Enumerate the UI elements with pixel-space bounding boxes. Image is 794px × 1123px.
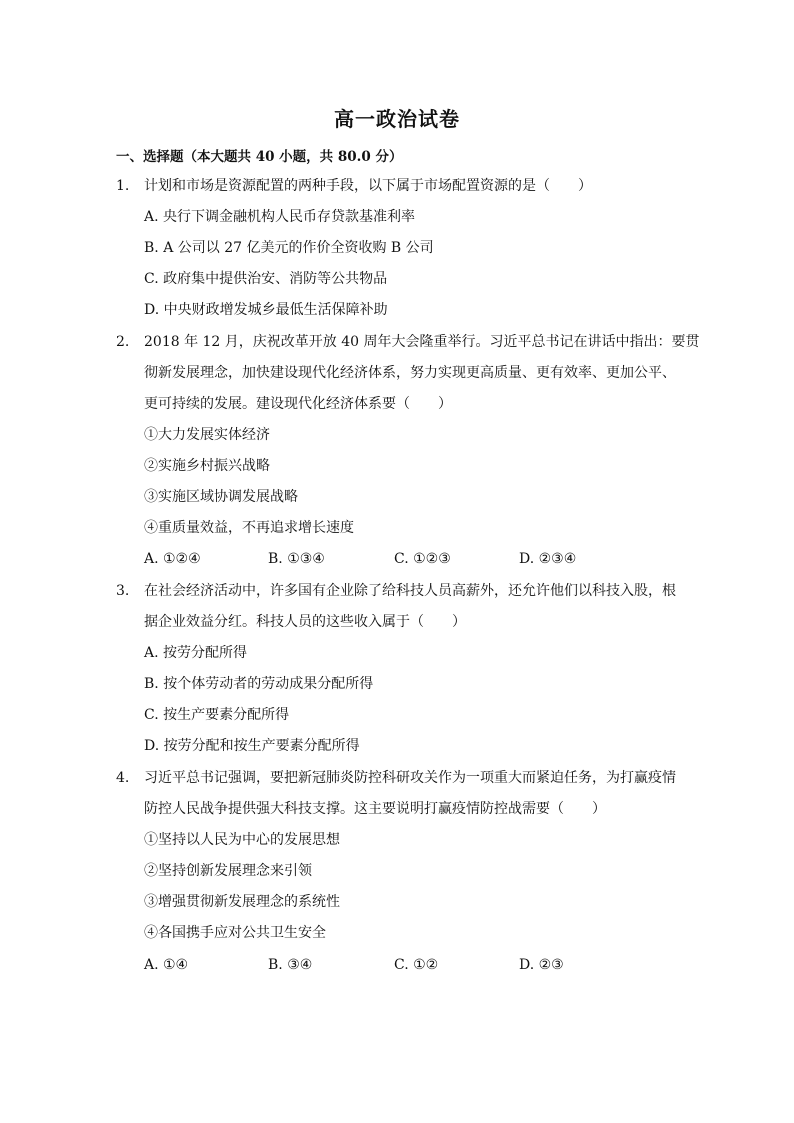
- question-stem: 据企业效益分红。科技人员的这些收入属于（ ）: [144, 614, 466, 630]
- question-option: A. 央行下调金融机构人民币存贷款基准利率: [144, 209, 416, 225]
- question-item: ③增强贯彻新发展理念的系统性: [144, 894, 340, 910]
- question-stem: 习近平总书记强调，要把新冠肺炎防控科研攻关作为一项重大而紧迫任务，为打赢疫情: [144, 770, 676, 786]
- question-number: 3.: [116, 583, 130, 599]
- question-stem: 彻新发展理念，加快建设现代化经济体系，努力实现更高质量、更有效率、更加公平、: [144, 365, 676, 381]
- question-option: C. 按生产要素分配所得: [144, 707, 290, 723]
- question-item: ①坚持以人民为中心的发展思想: [144, 832, 340, 848]
- question-option: C. 政府集中提供治安、消防等公共物品: [144, 271, 388, 287]
- question-item: ①大力发展实体经济: [144, 427, 270, 443]
- question-option: B. 按个体劳动者的劳动成果分配所得: [144, 676, 374, 692]
- question-number: 4.: [116, 770, 130, 786]
- question-stem: 在社会经济活动中，许多国有企业除了给科技人员高薪外，还允许他们以科技入股，根: [144, 583, 676, 599]
- section-heading: 一、选择题（本大题共 40 小题，共 80.0 分）: [116, 149, 403, 165]
- question-choice: B. ①③④: [268, 551, 325, 567]
- question-option: D. 中央财政增发城乡最低生活保障补助: [144, 302, 388, 318]
- question-choice: C. ①②③: [394, 551, 451, 567]
- question-item: ②实施乡村振兴战略: [144, 458, 270, 474]
- question-stem: 2018 年 12 月，庆祝改革开放 40 周年大会隆重举行。习近平总书记在讲话中指出：要贯: [144, 334, 700, 350]
- question-item: ②坚持创新发展理念来引领: [144, 863, 312, 879]
- question-number: 2.: [116, 334, 130, 350]
- question-choice: A. ①④: [144, 957, 189, 973]
- question-choice: B. ③④: [268, 957, 313, 973]
- question-stem: 更可持续的发展。建设现代化经济体系要（ ）: [144, 396, 452, 412]
- question-option: D. 按劳分配和按生产要素分配所得: [144, 738, 360, 754]
- question-choice: A. ①②④: [144, 551, 201, 567]
- page-title: 高一政治试卷: [334, 107, 460, 131]
- question-number: 1.: [116, 178, 130, 194]
- question-option: A. 按劳分配所得: [144, 645, 248, 661]
- question-item: ④各国携手应对公共卫生安全: [144, 925, 326, 941]
- question-option: B. A 公司以 27 亿美元的作价全资收购 B 公司: [144, 240, 434, 256]
- question-stem: 计划和市场是资源配置的两种手段，以下属于市场配置资源的是（ ）: [144, 178, 592, 194]
- question-choice: D. ②③: [519, 957, 564, 973]
- question-choice: D. ②③④: [519, 551, 577, 567]
- question-item: ③实施区域协调发展战略: [144, 489, 298, 505]
- question-stem: 防控人民战争提供强大科技支撑。这主要说明打赢疫情防控战需要（ ）: [144, 801, 606, 817]
- question-choice: C. ①②: [394, 957, 439, 973]
- question-item: ④重质量效益，不再追求增长速度: [144, 520, 354, 536]
